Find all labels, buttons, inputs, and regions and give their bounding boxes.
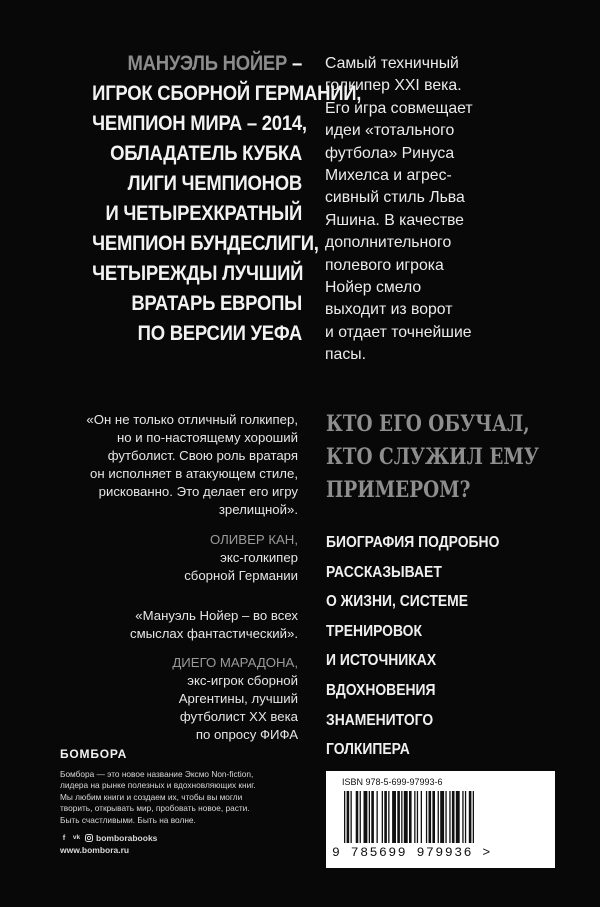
social-handle: bomborabooks	[96, 833, 158, 843]
bio-line: О ЖИЗНИ, СИСТЕМЕ	[326, 593, 469, 611]
barcode-bar	[426, 791, 427, 843]
barcode-digits: 9 785699 979936 >	[332, 845, 492, 860]
quote-line: смыслах фантастический».	[129, 626, 298, 641]
intro-paragraph	[325, 53, 555, 367]
barcode-bar	[462, 791, 463, 843]
barcode-bar	[417, 791, 418, 843]
barcode-bar	[364, 791, 368, 843]
isbn-barcode	[326, 771, 555, 868]
barcode-bar	[449, 791, 450, 843]
barcode-bar	[382, 791, 383, 843]
barcode-bar	[344, 791, 345, 843]
heading-line: ПРИМЕРОМ?	[326, 477, 471, 503]
instagram-icon	[85, 834, 93, 842]
quote-author-description: Аргентины, лучший	[178, 691, 298, 706]
intro-line: сивный стиль Льва	[325, 189, 465, 207]
intro-line: выходит из ворот	[325, 301, 453, 319]
barcode-bar	[347, 791, 350, 843]
quote-attribution	[184, 531, 298, 585]
bio-line: ВДОХНОВЕНИЯ	[326, 681, 436, 699]
intro-line: Яшина. В качестве	[325, 211, 464, 229]
publisher-logo: БОМБОРА	[60, 747, 128, 761]
barcode-bar	[392, 791, 396, 843]
quote-line: «Он не только отличный голкипер,	[86, 412, 298, 427]
quote-author: ДИЕГО МАРАДОНА,	[172, 655, 298, 670]
barcode-bar	[351, 791, 352, 843]
quote-line: зрелищной».	[218, 502, 298, 517]
intro-line: идеи «тотального	[325, 122, 455, 140]
intro-line: дополнительного	[325, 234, 452, 252]
barcode-bar	[445, 791, 446, 843]
barcode-bar	[397, 791, 400, 843]
headline-line: ВРАТАРЬ ЕВРОПЫ	[131, 291, 302, 315]
headline-line: ЧЕМПИОН МИРА – 2014,	[92, 111, 307, 135]
barcode-bar	[438, 791, 439, 843]
quote-author-description: сборной Германии	[184, 568, 298, 583]
barcode-bar	[356, 791, 359, 843]
headline-line: ЧЕТЫРЕЖДЫ ЛУЧШИЙ	[92, 261, 304, 285]
publisher-line: Бомбора — это новое название Эксмо Non-fiction,	[60, 769, 254, 779]
barcode-bar	[429, 791, 432, 843]
quote-line: он исполняет в атакующем стиле,	[90, 466, 298, 481]
intro-line: Самый техничный	[325, 55, 459, 72]
headline-line: ОБЛАДАТЕЛЬ КУБКА	[110, 141, 302, 165]
barcode-bar	[388, 791, 389, 843]
barcode-bar	[404, 791, 408, 843]
headline-name-line	[92, 48, 302, 78]
barcode-bar	[421, 791, 422, 843]
facebook-icon: f	[62, 833, 66, 842]
bio-line: РАССКАЗЫВАЕТ	[326, 563, 442, 581]
intro-line: Его игра совмещает	[325, 99, 473, 117]
publisher-line: Быть счастливыми. Быть на волне.	[60, 814, 196, 825]
barcode-bar	[414, 791, 415, 843]
quote-author-description: экс-голкипер	[220, 550, 298, 565]
intro-line: и отдает точнейшие	[325, 323, 472, 341]
quote-attribution	[172, 654, 298, 744]
barcode-bar	[456, 791, 460, 843]
intro-line: Нойер смело	[325, 279, 422, 297]
barcode-bar	[452, 791, 455, 843]
quote-oliver-kahn	[38, 411, 298, 519]
headline-line: ПО ВЕРСИИ УЕФА	[137, 321, 302, 345]
publisher-line: творить, открывать мир, пробовать новое, расти.	[60, 803, 250, 814]
barcode-bar	[473, 791, 474, 843]
barcode-bar	[401, 791, 402, 843]
barcode-bar	[360, 791, 361, 843]
barcode-bar	[377, 791, 378, 843]
headline-dash: –	[287, 51, 302, 75]
biography-description	[326, 528, 537, 765]
bio-line: ЗНАМЕНИТОГО	[326, 711, 434, 729]
headline-line: ИГРОК СБОРНОЙ ГЕРМАНИИ,	[92, 81, 362, 105]
publisher-website: www.bombora.ru	[60, 845, 130, 855]
barcode-bar	[371, 791, 374, 843]
barcode-bar	[469, 791, 472, 843]
intro-line: полевого игрока	[325, 256, 444, 274]
barcode-bar	[369, 791, 370, 843]
intro-line: пасы.	[325, 346, 366, 364]
barcode-bars	[342, 791, 532, 843]
barcode-bar	[465, 791, 466, 843]
headline-line: И ЧЕТЫРЕХКРАТНЫЙ	[105, 201, 302, 225]
bio-line: И ИСТОЧНИКАХ	[326, 652, 437, 670]
heading-line: КТО СЛУЖИЛ ЕМУ	[326, 444, 539, 470]
quote-line: «Мануэль Нойер – во всех	[135, 608, 298, 623]
quote-line: но и по-настоящему хороший	[116, 430, 298, 445]
intro-line: футбола» Ринуса	[325, 144, 455, 162]
barcode-bar	[440, 791, 444, 843]
publisher-line: Мы любим книги и создаем их, чтобы вы могли	[60, 791, 243, 802]
headline-line: ЧЕМПИОН БУНДЕСЛИГИ,	[92, 231, 319, 255]
quote-diego-maradona	[38, 607, 298, 643]
quote-line: рискованно. Это делает его игру	[98, 484, 298, 499]
quote-author: ОЛИВЕР КАН,	[210, 532, 298, 547]
social-links	[60, 832, 157, 844]
vk-icon: vk	[72, 834, 81, 841]
quote-line: футболист. Свою роль вратаря	[107, 448, 298, 463]
bio-line: ГОЛКИПЕРА	[326, 741, 410, 759]
barcode-bar	[409, 791, 412, 843]
isbn-number: ISBN 978-5-699-97993-6	[342, 777, 443, 787]
intro-line: Михелса и агрес-	[325, 167, 452, 185]
barcode-bar	[432, 791, 435, 843]
player-name: МАНУЭЛЬ НОЙЕР	[127, 51, 288, 75]
quote-author-description: футболист XX века	[179, 709, 298, 724]
publisher-description	[60, 769, 360, 826]
quote-author-description: экс-игрок сборной	[187, 673, 298, 688]
barcode-bar	[384, 791, 387, 843]
heading-line: КТО ЕГО ОБУЧАЛ,	[326, 411, 530, 437]
bio-line: ТРЕНИРОВОК	[326, 622, 422, 640]
quote-author-description: по опросу ФИФА	[195, 727, 298, 742]
headline-block	[92, 48, 362, 348]
bio-line: БИОГРАФИЯ ПОДРОБНО	[326, 534, 500, 551]
headline-line: ЛИГИ ЧЕМПИОНОВ	[127, 171, 302, 195]
question-heading	[326, 408, 539, 507]
intro-line: голкипер XXI века.	[325, 77, 462, 95]
publisher-line: лидера на рынке полезных и вдохновляющих книг.	[60, 780, 256, 791]
